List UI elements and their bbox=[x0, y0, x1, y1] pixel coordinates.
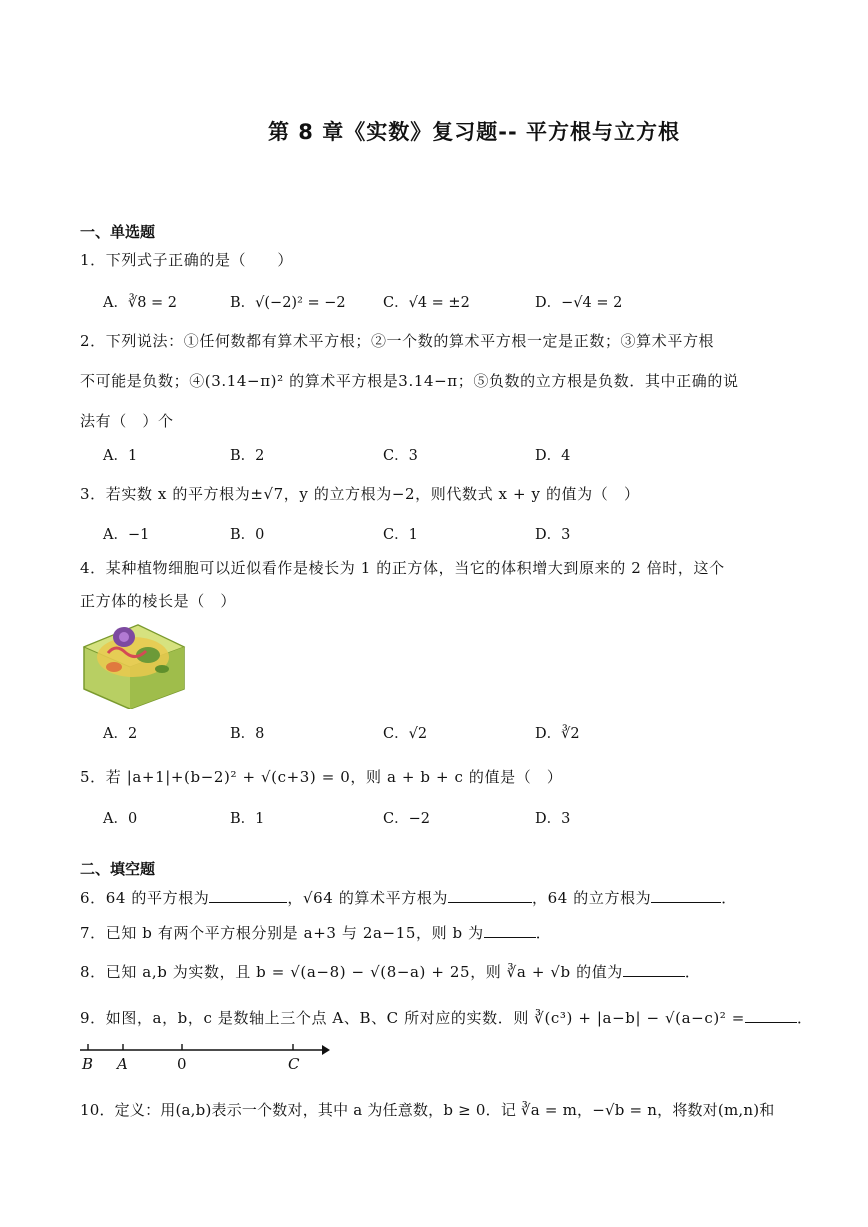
question-8 bbox=[80, 961, 701, 982]
question-2-option-d: D．4 bbox=[535, 448, 571, 464]
question-6-part-2: ，√64 的算术平方根为 bbox=[287, 889, 449, 907]
question-2-option-a: A．1 bbox=[103, 448, 138, 464]
question-3-option-b: B．0 bbox=[230, 527, 265, 543]
question-5-option-a: A．0 bbox=[103, 811, 138, 827]
question-2-line-3: 法有（ ）个 bbox=[80, 412, 174, 430]
question-3-stem: 3．若实数 x 的平方根为±√7，y 的立方根为−2，则代数式 x + y 的值为（ ） bbox=[80, 485, 640, 503]
question-4-option-a: A．2 bbox=[103, 726, 138, 742]
question-6-end: ． bbox=[721, 889, 737, 907]
answer-blank-6b[interactable] bbox=[448, 888, 532, 903]
question-1-option-d: D．−√4 = 2 bbox=[535, 295, 623, 311]
question-4-option-c: C．√2 bbox=[383, 726, 428, 742]
answer-blank-6a[interactable] bbox=[209, 888, 287, 903]
question-1-option-a: A．∛8 = 2 bbox=[103, 295, 178, 311]
question-2-option-c: C．3 bbox=[383, 448, 418, 464]
question-8-end: ． bbox=[684, 963, 701, 981]
point-label-b: B bbox=[82, 1055, 94, 1073]
question-5-option-c: C．−2 bbox=[383, 811, 430, 827]
question-4-option-b: B．8 bbox=[230, 726, 265, 742]
answer-blank-9[interactable] bbox=[745, 1008, 797, 1023]
question-9-part-1: 9．如图，a，b，c 是数轴上三个点 A、B、C 所对应的实数．则 ∛(c³) + |a−b| − √(a−c)² = bbox=[80, 1009, 745, 1027]
question-7-part-1: 7．已知 b 有两个平方根分别是 a+3 与 2a−15，则 b 为 bbox=[80, 924, 484, 942]
question-5-stem: 5．若 |a+1|+(b−2)² + √(c+3) = 0，则 a + b + c 的值是（ ） bbox=[80, 768, 563, 786]
number-line-arrow bbox=[322, 1045, 330, 1055]
question-10-line-1: 10．定义：用(a,b)表示一个数对，其中 a 为任意数，b ≥ 0．记 ∛a = m，−√b = n，将数对(m,n)和 bbox=[80, 1101, 775, 1119]
point-label-a: A bbox=[117, 1055, 128, 1073]
question-9-end: ． bbox=[796, 1009, 813, 1027]
question-7 bbox=[80, 922, 551, 943]
question-1-stem: 1．下列式子正确的是（ ） bbox=[80, 251, 293, 269]
question-1-option-b: B．√(−2)² = −2 bbox=[230, 295, 346, 311]
section-fill-blank: 二、填空题 bbox=[80, 860, 156, 878]
question-8-part-1: 8．已知 a,b 为实数，且 b = √(a−8) − √(8−a) + 25，则 ∛a + √b 的值为 bbox=[80, 963, 623, 981]
question-4-line-1: 4．某种植物细胞可以近似看作是棱长为 1 的正方体，当它的体积增大到原来的 2 倍时，这个 bbox=[80, 559, 725, 577]
question-4-line-2: 正方体的棱长是（ ） bbox=[80, 592, 237, 610]
answer-blank-7[interactable] bbox=[484, 923, 536, 938]
question-6-part-3: ，64 的立方根为 bbox=[532, 889, 652, 907]
question-6 bbox=[80, 887, 737, 908]
section-single-choice: 一、单选题 bbox=[80, 223, 156, 241]
question-2-option-b: B．2 bbox=[230, 448, 265, 464]
page-title: 第 8 章《实数》复习题-- 平方根与立方根 bbox=[268, 120, 680, 144]
question-6-part-1: 6．64 的平方根为 bbox=[80, 889, 210, 907]
question-5-option-d: D．3 bbox=[535, 811, 571, 827]
point-label-c: C bbox=[288, 1055, 300, 1073]
plant-cell-image bbox=[78, 617, 190, 709]
question-5-option-b: B．1 bbox=[230, 811, 265, 827]
question-3-option-a: A．−1 bbox=[103, 527, 150, 543]
question-7-end: ． bbox=[535, 924, 552, 942]
point-label-zero: 0 bbox=[177, 1055, 187, 1073]
question-9 bbox=[80, 1007, 813, 1028]
answer-blank-8[interactable] bbox=[623, 962, 685, 977]
question-3-option-c: C．1 bbox=[383, 527, 418, 543]
answer-blank-6c[interactable] bbox=[651, 888, 721, 903]
question-1-option-c: C．√4 = ±2 bbox=[383, 295, 470, 311]
question-4-option-d: D．∛2 bbox=[535, 726, 580, 742]
question-3-option-d: D．3 bbox=[535, 527, 571, 543]
question-2-line-1: 2．下列说法：①任何数都有算术平方根；②一个数的算术平方根一定是正数；③算术平方根 bbox=[80, 332, 715, 350]
question-2-line-2: 不可能是负数；④(3.14−π)² 的算术平方根是3.14−π；⑤负数的立方根是负数．其中正确的说 bbox=[80, 372, 739, 390]
